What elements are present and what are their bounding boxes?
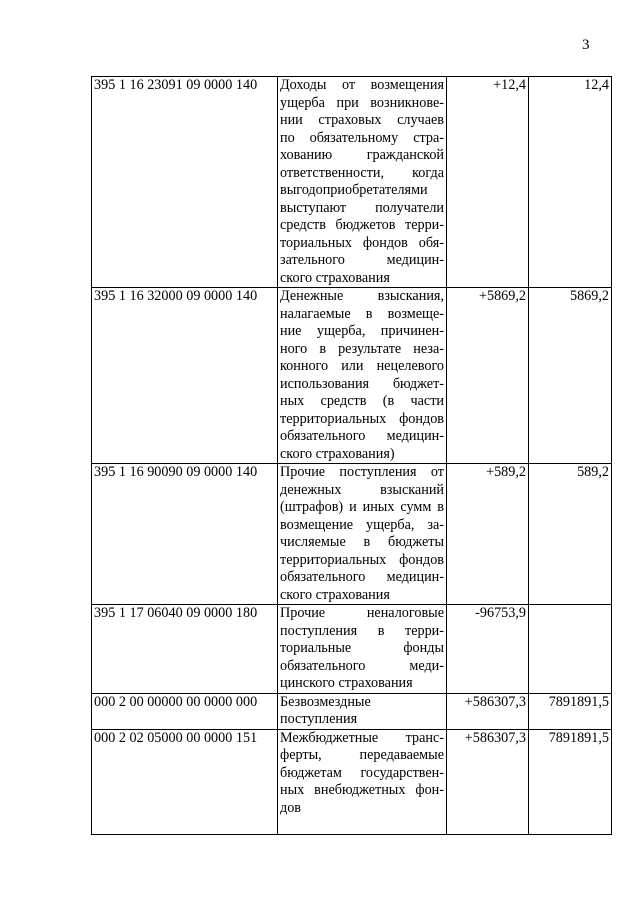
revenue-name-line: возмещение ущерба, за- bbox=[280, 516, 444, 533]
revenue-name-line: налагаемые в возмеще- bbox=[280, 305, 444, 322]
change-amount: +589,2 bbox=[447, 464, 529, 605]
total-amount: 12,4 bbox=[529, 77, 612, 288]
revenue-name bbox=[278, 605, 447, 694]
revenue-name-line: зательного медицин- bbox=[280, 252, 444, 268]
revenue-name bbox=[278, 693, 447, 729]
table-row bbox=[92, 693, 612, 729]
revenue-name-line: ферты, передаваемые bbox=[280, 747, 444, 763]
revenue-name-line: Прочие поступления от bbox=[280, 464, 444, 480]
change-amount: +586307,3 bbox=[447, 729, 529, 834]
revenue-name-line: выгодоприобретателями bbox=[280, 182, 428, 198]
change-amount: -96753,9 bbox=[447, 605, 529, 694]
revenue-name-line: ние ущерба, причинен- bbox=[280, 323, 444, 339]
revenue-name-line: использования бюджет- bbox=[280, 375, 444, 392]
revenue-name-line: обязательного медицин- bbox=[280, 428, 444, 444]
revenue-name-line: обязательного медицин- bbox=[280, 569, 444, 585]
revenue-name-line: ского страхования bbox=[280, 269, 390, 286]
page-number: 3 bbox=[582, 37, 590, 53]
revenue-name-line: средств бюджетов терри- bbox=[280, 217, 444, 233]
revenue-name-line: обязательного меди- bbox=[280, 657, 444, 674]
revenue-name-line: ториальных фондов обя- bbox=[280, 234, 444, 251]
revenue-name bbox=[278, 464, 447, 605]
revenue-name-line: цинского страхования bbox=[280, 675, 413, 691]
classification-code: 395 1 16 90090 09 0000 140 bbox=[92, 464, 278, 605]
total-amount: 5869,2 bbox=[529, 288, 612, 464]
classification-code: 000 2 00 00000 00 0000 000 bbox=[92, 693, 278, 729]
table-row bbox=[92, 605, 612, 694]
revenue-name-line: Прочие неналоговые bbox=[280, 605, 444, 621]
revenue-name-line: хованию гражданской bbox=[280, 147, 444, 163]
revenue-name-line: ского страхования bbox=[280, 586, 390, 603]
total-amount: 7891891,5 bbox=[529, 729, 612, 834]
revenue-name-line: нии страховых случаев bbox=[280, 112, 444, 128]
revenue-name-line: денежных взысканий bbox=[280, 481, 444, 498]
revenue-name-line: ущерба при возникнове- bbox=[280, 94, 444, 111]
total-amount: 7891891,5 bbox=[529, 693, 612, 729]
total-amount bbox=[529, 605, 612, 694]
revenue-name-line: по обязательному стра- bbox=[280, 129, 444, 146]
revenue-name-line: Межбюджетные транс- bbox=[280, 729, 444, 746]
change-amount: +586307,3 bbox=[447, 693, 529, 729]
revenue-name-line: ториальные фонды bbox=[280, 640, 444, 656]
revenue-name bbox=[278, 288, 447, 464]
revenue-name-line: (штрафов) и иных сумм в bbox=[280, 499, 444, 515]
revenue-name-line: ответственности, когда bbox=[280, 164, 444, 181]
revenue-name-line: дов bbox=[280, 799, 302, 816]
revenue-name-line: конного или нецелевого bbox=[280, 358, 444, 374]
revenue-name-line: территориальных фондов bbox=[280, 551, 444, 568]
revenue-name-line: ных средств (в части bbox=[280, 393, 444, 409]
table-row bbox=[92, 464, 612, 605]
revenue-name-line: поступления bbox=[280, 711, 358, 727]
revenue-name-line: поступления в терри- bbox=[280, 622, 444, 639]
classification-code: 000 2 02 05000 00 0000 151 bbox=[92, 729, 278, 834]
revenue-name-line: числяемые в бюджеты bbox=[280, 534, 444, 550]
budget-table bbox=[91, 76, 612, 835]
budget-table-body bbox=[92, 77, 612, 835]
revenue-name-line: территориальных фондов bbox=[280, 410, 444, 427]
revenue-name-line: ных внебюджетных фон- bbox=[280, 782, 444, 798]
change-amount: +5869,2 bbox=[447, 288, 529, 464]
revenue-name-line: Безвозмездные bbox=[280, 693, 371, 710]
revenue-name bbox=[278, 729, 447, 834]
revenue-name-line: бюджетам государствен- bbox=[280, 764, 444, 781]
classification-code: 395 1 16 32000 09 0000 140 bbox=[92, 288, 278, 464]
revenue-name-line: ского страхования) bbox=[280, 445, 395, 462]
classification-code: 395 1 17 06040 09 0000 180 bbox=[92, 605, 278, 694]
revenue-name-line: Денежные взыскания, bbox=[280, 288, 444, 304]
change-amount: +12,4 bbox=[447, 77, 529, 288]
revenue-name-line: Доходы от возмещения bbox=[280, 77, 444, 93]
revenue-name-line: ного в результате неза- bbox=[280, 340, 444, 357]
table-row bbox=[92, 729, 612, 834]
revenue-name-line: выступают получатели bbox=[280, 199, 444, 216]
total-amount: 589,2 bbox=[529, 464, 612, 605]
revenue-name bbox=[278, 77, 447, 288]
table-row bbox=[92, 288, 612, 464]
classification-code: 395 1 16 23091 09 0000 140 bbox=[92, 77, 278, 288]
table-row bbox=[92, 77, 612, 288]
